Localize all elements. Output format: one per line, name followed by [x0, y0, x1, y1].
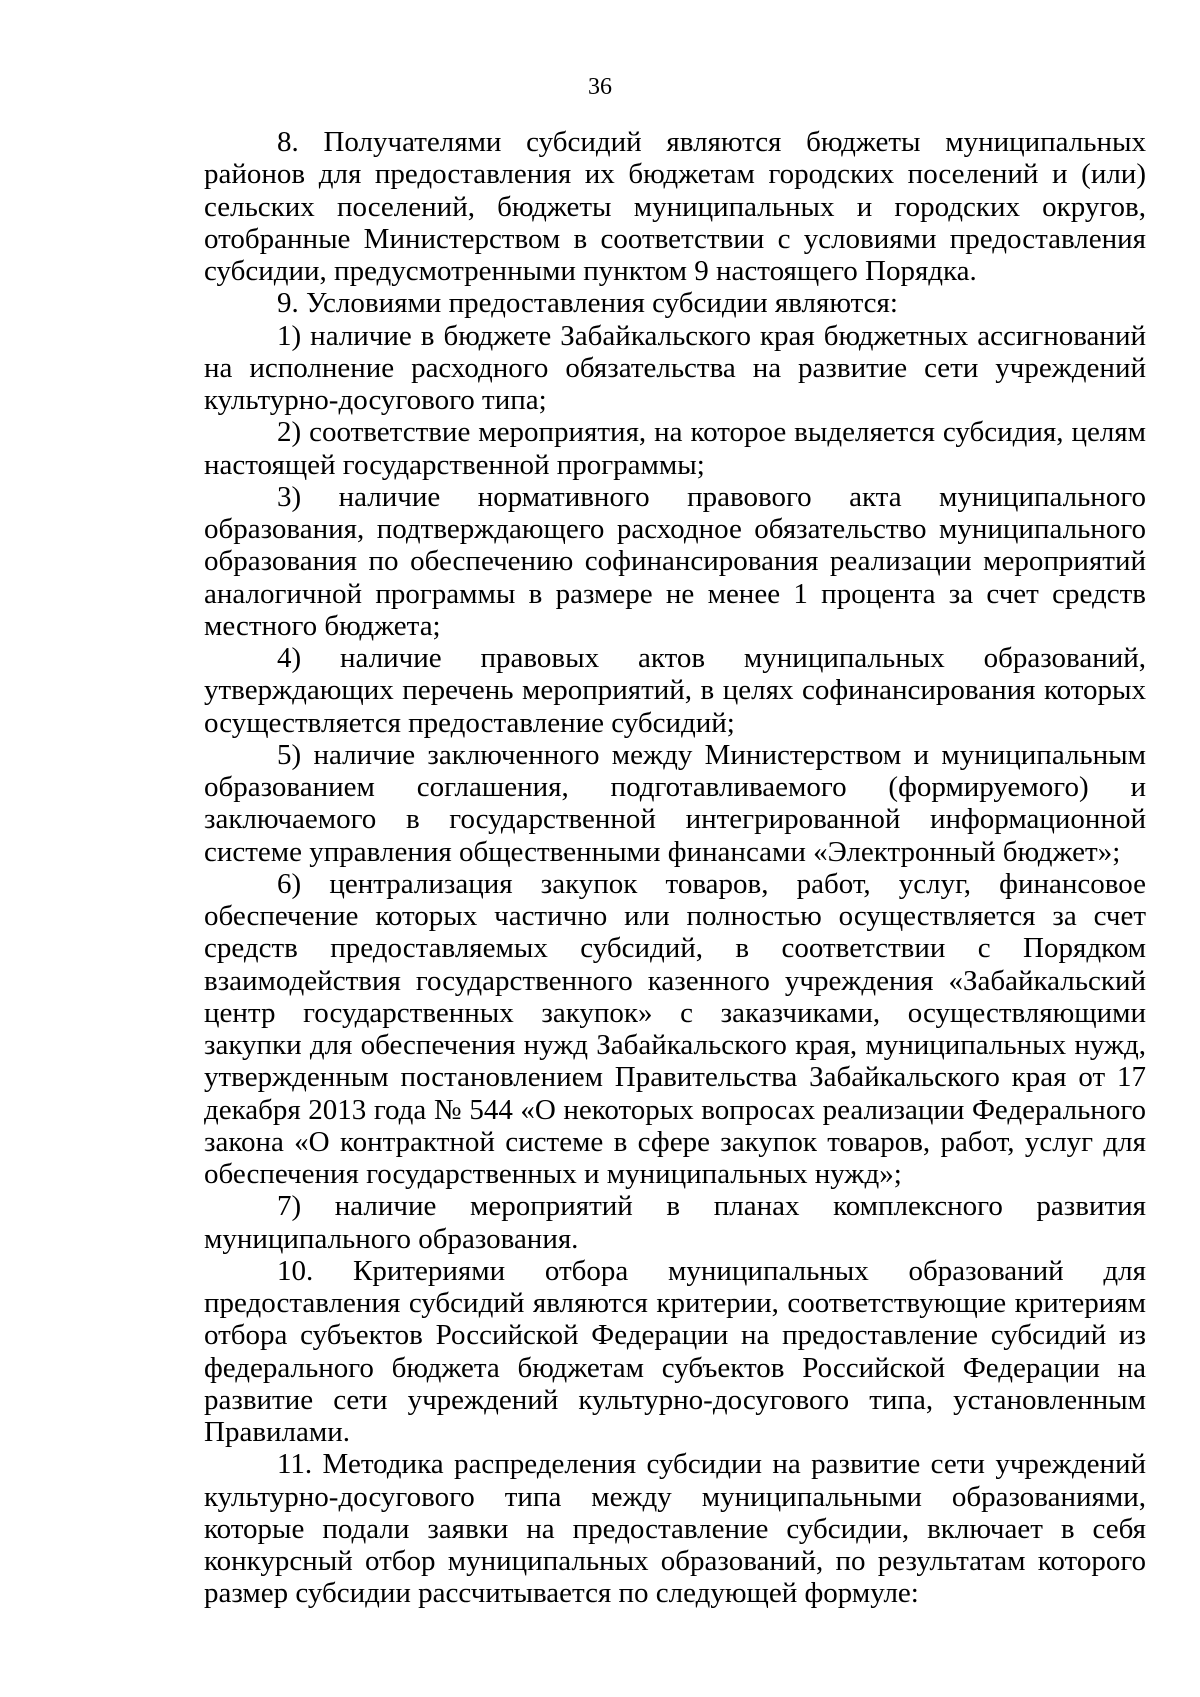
condition-5: 5) наличие заключенного между Министерством и муниципальным образованием соглашения, подготавливаемого (формируемого) и заключаемого в государственной интегрированной информационной системе управления общественными финансами «Электронный бюджет»; [204, 738, 1146, 868]
document-body [204, 126, 1146, 1610]
condition-1: 1) наличие в бюджете Забайкальского края бюджетных ассигнований на исполнение расходного обязательства на развитие сети учреждений культурно-досугового типа; [204, 319, 1146, 416]
paragraph-11: 11. Методика распределения субсидии на развитие сети учреждений культурно-досугового типа между муниципальными образованиями, которые подали заявки на предоставление субсидии, включает в себя конкурсный отбор муниципальных образований, по результатам которого размер субсидии рассчитывается по следующей формуле: [204, 1448, 1146, 1610]
page-number: 36 [588, 74, 612, 100]
condition-7: 7) наличие мероприятий в планах комплексного развития муниципального образования. [204, 1190, 1146, 1255]
condition-2: 2) соответствие мероприятия, на которое выделяется субсидия, целям настоящей государственной программы; [204, 416, 1146, 481]
condition-6: 6) централизация закупок товаров, работ, услуг, финансовое обеспечение которых частично или полностью осуществляется за счет средств предоставляемых субсидий, в соответствии с Порядком взаимодействия государственного казенного учреждения «Забайкальский центр государственных закупок» с заказчиками, осуществляющими закупки для обеспечения нужд Забайкальского края, муниципальных нужд, утвержденным постановлением Правительства Забайкальского края от 17 декабря 2013 года № 544 «О некоторых вопросах реализации Федерального закона «О контрактной системе в сфере закупок товаров, работ, услуг для обеспечения государственных и муниципальных нужд»; [204, 867, 1146, 1190]
paragraph-9: 9. Условиями предоставления субсидии являются: [277, 287, 898, 320]
paragraph-10: 10. Критериями отбора муниципальных образований для предоставления субсидий являются критерии, соответствующие критериям отбора субъектов Российской Федерации на предоставление субсидий из федерального бюджета бюджетам субъектов Российской Федерации на развитие сети учреждений культурно-досугового типа, установленным Правилами. [204, 1254, 1146, 1448]
condition-3: 3) наличие нормативного правового акта муниципального образования, подтверждающего расходное обязательство муниципального образования по обеспечению софинансирования реализации мероприятий аналогичной программы в размере не менее 1 процента за счет средств местного бюджета; [204, 480, 1146, 642]
paragraph-8: 8. Получателями субсидий являются бюджеты муниципальных районов для предоставления их бюджетам городских поселений и (или) сельских поселений, бюджеты муниципальных и городских округов, отобранные Министерством в соответствии с условиями предоставления субсидии, предусмотренными пунктом 9 настоящего Порядка. [204, 126, 1146, 287]
condition-4: 4) наличие правовых актов муниципальных образований, утверждающих перечень мероприятий, в целях софинансирования которых осуществляется предоставление субсидий; [204, 642, 1146, 739]
